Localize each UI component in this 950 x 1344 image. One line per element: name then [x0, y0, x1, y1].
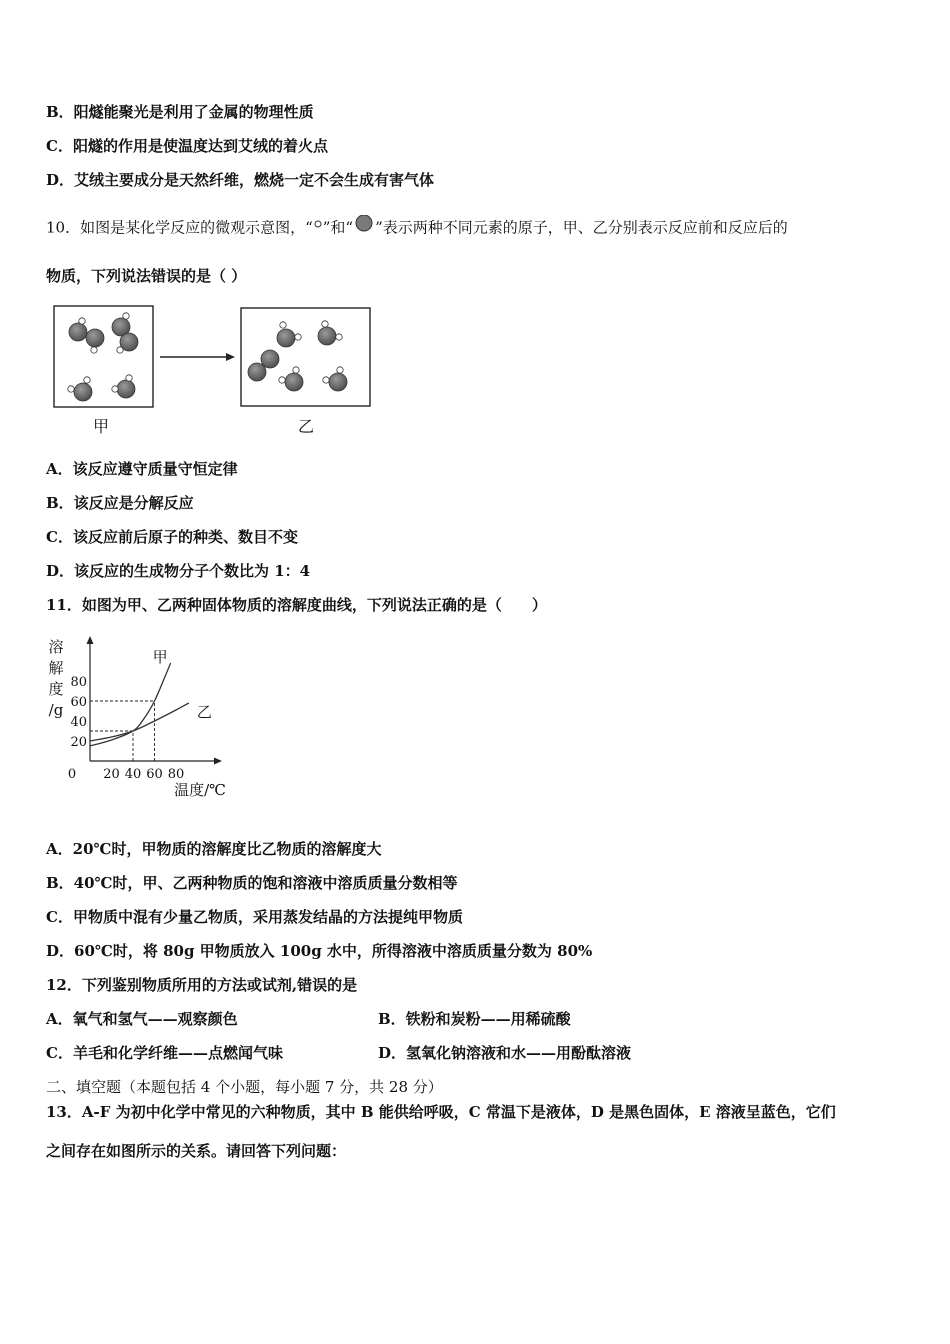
x-tick-label-0: 0	[67, 767, 77, 782]
q12-option-c: C．羊毛和化学纤维——点燃闻气味	[46, 1044, 283, 1062]
q13-stem-line1: 13．A-F 为初中化学中常见的六种物质，其中 B 能供给呼吸，C 常温下是液体，D 是黑色固体，E 溶液呈蓝色，它们	[46, 1103, 836, 1121]
x-axis-arrow	[214, 758, 222, 765]
q11-option-c: C．甲物质中混有少量乙物质，采用蒸发结晶的方法提纯甲物质	[46, 908, 463, 926]
q11-option-d: D．60℃时，将 80g 甲物质放入 100g 水中，所得溶液中溶质质量分数为 80%	[46, 942, 593, 960]
y-axis-label-char-4: /g	[48, 701, 64, 719]
y-tick-label-40: 40	[70, 715, 87, 730]
q10-stem-part3: ”表示两种不同元素的原子，甲、乙分别表示反应前和反应后的	[375, 218, 788, 237]
series-label-2: 乙	[196, 703, 212, 721]
q10-option-b: B．该反应是分解反应	[46, 494, 194, 512]
q13-stem-line2: 之间存在如图所示的关系。请回答下列问题：	[46, 1142, 347, 1160]
x-tick-label-80: 80	[167, 767, 185, 782]
series-line-2	[90, 703, 189, 741]
y-tick-label-20: 20	[70, 735, 87, 750]
small-atom-icon	[313, 218, 323, 239]
q9-option-d: D．艾绒主要成分是天然纤维，燃烧一定不会生成有害气体	[46, 171, 435, 189]
y-axis-label-char-2: 解	[48, 659, 64, 677]
large-atom-icon	[353, 215, 375, 242]
x-tick-label-40: 40	[124, 767, 142, 782]
label-before: 甲	[92, 417, 110, 436]
product-box	[241, 308, 370, 406]
y-axis-label-char-1: 溶	[48, 638, 64, 656]
q10-option-c: C．该反应前后原子的种类、数目不变	[46, 528, 298, 546]
y-tick-label-80: 80	[70, 675, 87, 690]
q11-option-a: A．20℃时，甲物质的溶解度比乙物质的溶解度大	[46, 840, 382, 858]
q10-option-d: D．该反应的生成物分子个数比为 1：4	[46, 562, 311, 580]
q10-stem	[46, 215, 788, 242]
y-axis-arrow	[87, 636, 94, 644]
y-axis-label-char-3: 度	[48, 680, 64, 698]
x-axis-label: 温度/℃	[174, 781, 226, 799]
x-tick-label-20: 20	[103, 767, 120, 782]
section-heading: 二、填空题（本题包括 4 个小题，每小题 7 分，共 28 分）	[46, 1078, 443, 1096]
q11-stem: 11．如图为甲、乙两种固体物质的溶解度曲线，下列说法正确的是（ ）	[46, 596, 547, 614]
series-label-1: 甲	[152, 648, 168, 666]
q12-stem: 12．下列鉴别物质所用的方法或试剂,错误的是	[46, 976, 358, 994]
solubility-chart	[40, 630, 240, 805]
q10-option-a: A．该反应遵守质量守恒定律	[46, 460, 238, 478]
q9-option-b: B．阳燧能聚光是利用了金属的物理性质	[46, 103, 314, 121]
q10-stem-line2: 物质，下列说法错误的是（ ）	[46, 267, 247, 285]
label-after: 乙	[297, 417, 315, 436]
series-line-1	[90, 663, 171, 746]
q11-option-b: B．40℃时，甲、乙两种物质的饱和溶液中溶质质量分数相等	[46, 874, 458, 892]
q12-option-b: B．铁粉和炭粉——用稀硫酸	[378, 1010, 571, 1028]
q12-option-d: D．氢氧化钠溶液和水——用酚酞溶液	[378, 1044, 632, 1062]
reaction-diagram	[46, 300, 386, 440]
q10-stem-part2: ”和“	[322, 218, 354, 237]
q10-stem-part1: 10．如图是某化学反应的微观示意图，“	[46, 218, 313, 237]
x-tick-label-60: 60	[146, 767, 163, 782]
q9-option-c: C．阳燧的作用是使温度达到艾绒的着火点	[46, 137, 328, 155]
y-tick-label-60: 60	[70, 695, 87, 710]
q12-option-a: A．氧气和氢气——观察颜色	[46, 1010, 238, 1028]
